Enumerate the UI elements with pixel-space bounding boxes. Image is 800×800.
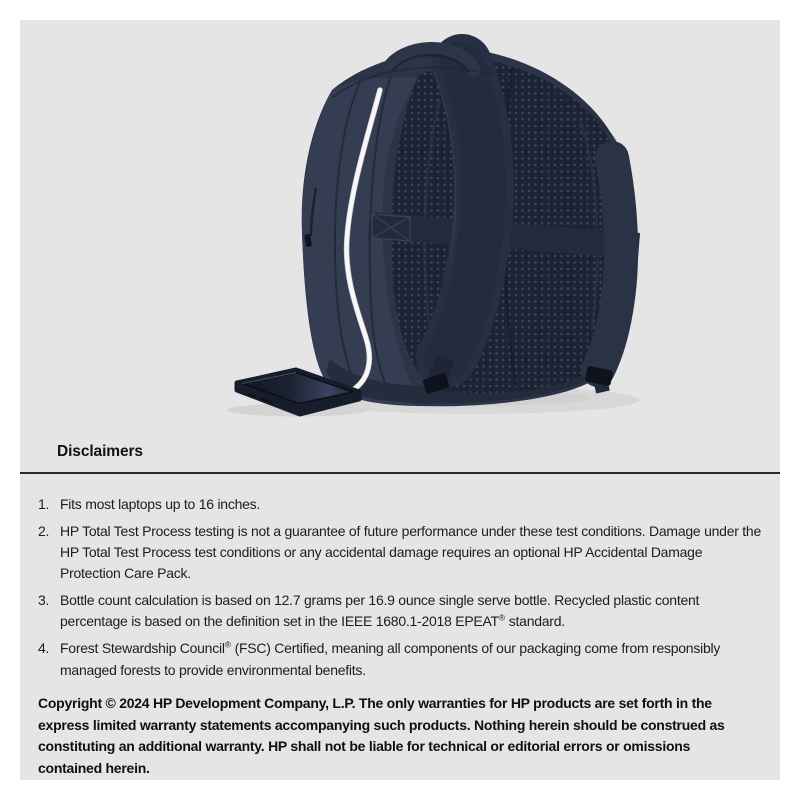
backpack-illustration [302, 48, 640, 406]
disclaimer-item [38, 521, 766, 585]
disclaimer-number: 2. [38, 522, 50, 539]
disclaimer-text-segment: Bottle count calculation is based on 12.7 grams per 16.9 ounce single serve bottle. Recycled plastic content percentage is based on the definition set in the IEEE 1680.1-2018 EPEAT [60, 592, 700, 630]
registered-trademark-symbol: ® [224, 639, 231, 650]
disclaimer-number: 1. [38, 496, 50, 512]
registered-trademark-symbol: ® [498, 612, 506, 623]
disclaimer-text [60, 638, 766, 681]
disclaimer-number: 3. [38, 592, 50, 609]
copyright-notice: Copyright © 2024 HP Development Company, L.P. The only warranties for HP products are set forth in the express limited warranty statements accompanying such products. Nothing herein should be construed as constituting an additional warranty. HP shall not be liable for technical or editorial errors or omissions contained herein. [38, 694, 725, 777]
product-image [20, 20, 780, 440]
disclaimer-text-segment: (FSC) Certified, meaning all components of our packaging come from responsibly managed forests to provide environmental benefits. [60, 640, 721, 678]
section-divider [20, 472, 780, 474]
disclaimer-list [38, 494, 766, 681]
disclaimer-item [38, 494, 766, 515]
disclaimer-text: HP Total Test Process testing is not a guarantee of future performance under these test conditions. Damage under the HP Total Test Process test conditions or any accidental damage requires an optional HP Accidental Damage Protection Care Pack. [60, 522, 761, 582]
disclaimer-item [38, 590, 766, 633]
disclaimer-number: 4. [38, 640, 50, 657]
disclaimers-heading: Disclaimers [57, 443, 143, 460]
disclaimer-item [38, 638, 766, 681]
disclaimer-text [60, 590, 766, 633]
disclaimer-text-segment: standard. [505, 613, 565, 630]
disclaimer-text: Fits most laptops up to 16 inches. [60, 496, 261, 512]
disclaimer-text-segment: Forest Stewardship Council [60, 640, 225, 657]
content-panel [20, 20, 780, 780]
